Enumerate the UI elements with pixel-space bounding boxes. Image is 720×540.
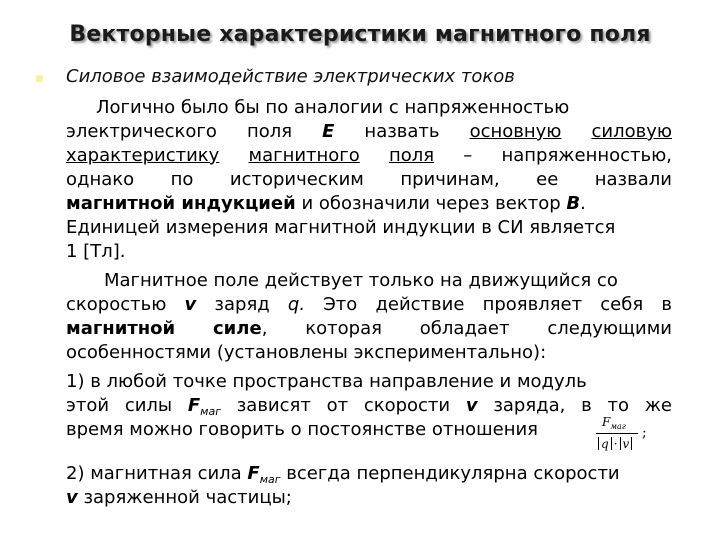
word: историческим: [229, 169, 364, 190]
p3-line-1: 1) в любой точке пространства направление и модуль: [66, 371, 587, 392]
word: ее: [536, 169, 559, 190]
word: действие: [375, 294, 465, 315]
symbol-v: v: [66, 487, 78, 508]
formula-numerator: $F_{маг}$: [602, 415, 626, 431]
text: и обозначили через вектор: [295, 193, 567, 214]
underlined-word: магнитного: [248, 145, 360, 166]
p1-line-5: [66, 192, 672, 216]
word: по: [170, 169, 194, 190]
subscript-mag: маг: [200, 405, 221, 418]
word: Это: [323, 294, 358, 315]
symbol-v: v: [465, 395, 478, 416]
semicolon: ;: [642, 425, 647, 441]
slide-title: Векторные характеристики магнитного поля: [69, 22, 651, 47]
symbol-B: B: [566, 193, 581, 214]
p1-line-3: [66, 144, 672, 168]
word: заряд: [214, 294, 270, 315]
term-force: силе: [213, 318, 262, 339]
symbol-v: v: [184, 294, 197, 315]
comma: ,: [261, 318, 268, 339]
term-magnetic: магнитной: [66, 318, 176, 339]
word: которая: [305, 318, 382, 339]
underlined-word: поля: [388, 145, 435, 166]
word: силы: [124, 395, 173, 416]
word: этой: [66, 395, 110, 416]
word: себя: [600, 294, 644, 315]
p1-line-1: Логично было бы по аналогии с напряженностью: [96, 97, 570, 118]
p1-line-7: 1 [Тл].: [66, 241, 126, 262]
p2-line-1: Магнитное поле действует только на движущийся со: [104, 270, 618, 291]
word: поля: [246, 121, 293, 142]
ratio-formula: [594, 413, 658, 457]
dash: –: [463, 145, 473, 166]
symbol-F: F: [247, 463, 260, 484]
word: проявляет: [482, 294, 583, 315]
symbol-E: E: [322, 121, 335, 142]
p2-line-3: [66, 317, 672, 341]
word: напряженностью,: [501, 145, 672, 166]
p3-line-3: время можно говорить о постоянстве отношения: [66, 419, 538, 440]
word: от: [326, 395, 349, 416]
p4-line-1: [66, 462, 672, 486]
bullet-icon: [36, 75, 43, 82]
p1-line-4: [66, 168, 672, 192]
text: 2) магнитная сила: [66, 463, 248, 484]
term-magnetic-induction: магнитной индукцией: [66, 193, 296, 214]
word: электрического: [66, 121, 217, 142]
symbol-F: F: [187, 395, 201, 416]
p3-line-2: [66, 394, 672, 418]
word: то: [607, 395, 629, 416]
word: заряда,: [493, 395, 566, 416]
word: в: [581, 395, 592, 416]
word: назвали: [594, 169, 672, 190]
word: скорости: [363, 395, 451, 416]
symbol-q: q.: [287, 294, 306, 315]
underlined-word: основную: [469, 121, 562, 142]
word: зависят: [236, 395, 311, 416]
word: в: [661, 294, 672, 315]
word: назвать: [364, 121, 440, 142]
text: заряженной частицы;: [77, 487, 292, 508]
fraction-bar: [596, 433, 638, 434]
word: следующими: [547, 318, 672, 339]
formula-denominator: q · v: [596, 437, 634, 451]
word: же: [644, 395, 672, 416]
text: всегда перпендикулярна скорости: [280, 463, 620, 484]
underlined-word: характеристику: [66, 145, 220, 166]
word: обладает: [419, 318, 510, 339]
p2-line-4: особенностями (установлены экспериментально):: [66, 342, 547, 363]
section-subtitle: Силовое взаимодействие электрических токов: [66, 66, 515, 87]
word: скоростью: [66, 294, 167, 315]
subscript-mag: маг: [259, 473, 281, 486]
period: .: [580, 193, 586, 214]
p1-line-6: Единицей измерения магнитной индукции в СИ является: [66, 217, 616, 238]
p4-line-2: [66, 486, 672, 510]
word: причинам,: [400, 169, 500, 190]
underlined-word: силовую: [591, 121, 672, 142]
p1-line-2: [66, 120, 672, 144]
word: однако: [66, 169, 135, 190]
p2-line-2: [66, 293, 672, 317]
